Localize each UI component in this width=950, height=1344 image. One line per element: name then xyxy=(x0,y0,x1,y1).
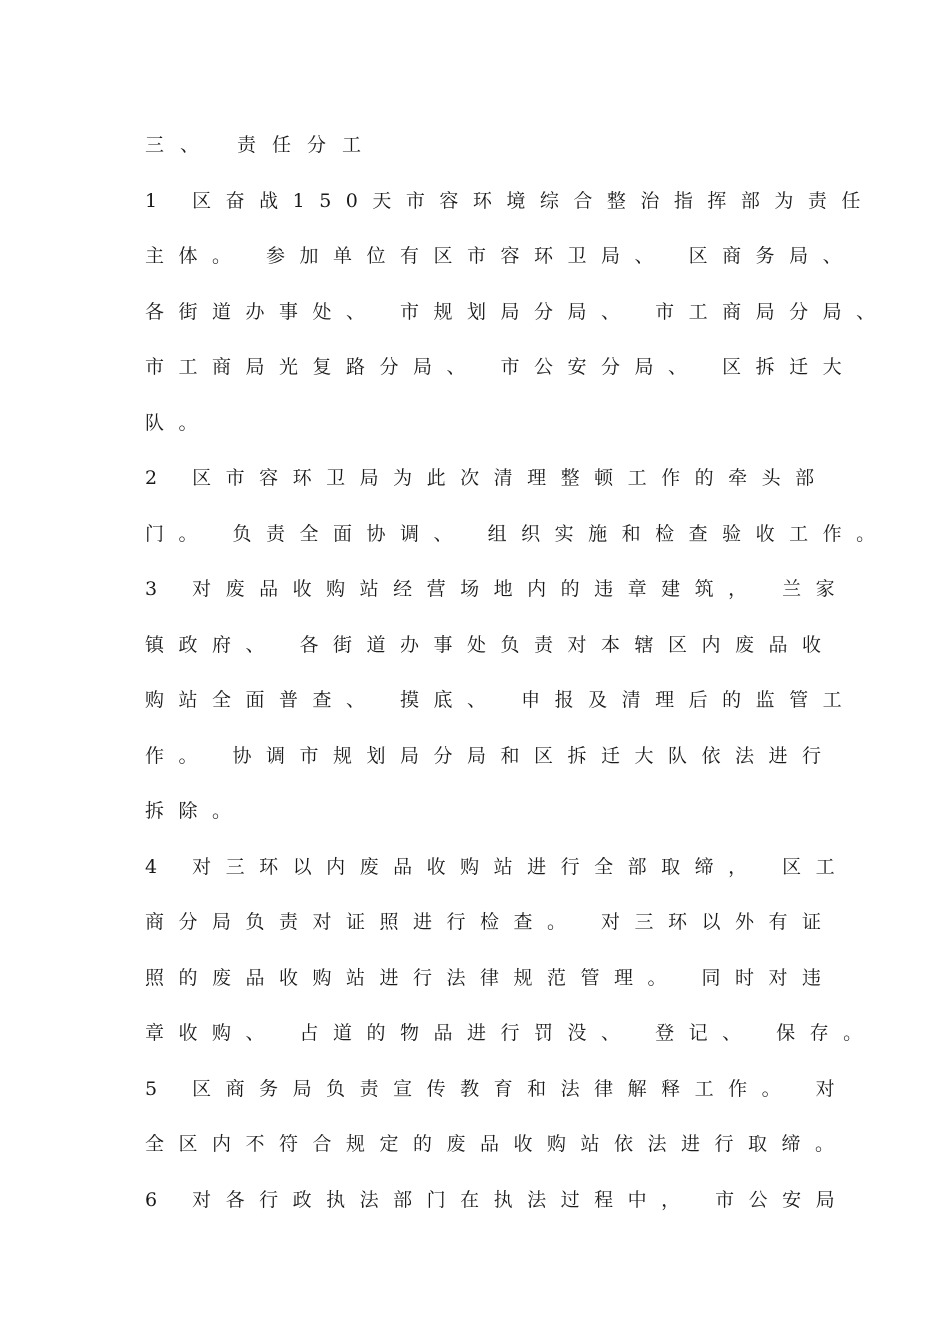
text-line: 2 区市容环卫局为此次清理整顿工作的牵头部 xyxy=(145,467,829,489)
text-line: 门。 负责全面协调、 组织实施和检查验收工作。 xyxy=(145,523,890,545)
text-line: 市工商局光复路分局、 市公安分局、 区拆迁大 xyxy=(145,356,857,378)
text-line: 购站全面普查、 摸底、 申报及清理后的监管工 xyxy=(145,689,857,711)
text-line: 4 对三环以内废品收购站进行全部取缔， 区工 xyxy=(145,856,850,878)
section-heading: 三、 责任分工 xyxy=(145,134,378,156)
text-line: 全区内不符合规定的废品收购站依法进行取缔。 xyxy=(145,1133,849,1155)
text-line: 3 对废品收购站经营场地内的违章建筑， 兰家 xyxy=(145,578,850,600)
text-line: 队。 xyxy=(145,412,213,434)
text-line: 商分局负责对证照进行检查。 对三环以外有证 xyxy=(145,911,836,933)
text-line: 5 区商务局负责宣传教育和法律解释工作。 对 xyxy=(145,1078,850,1100)
text-line: 6 对各行政执法部门在执法过程中， 市公安局 xyxy=(145,1189,850,1211)
text-line: 章收购、 占道的物品进行罚没、 登记、 保存。 xyxy=(145,1022,877,1044)
text-line: 作。 协调市规划局分局和区拆迁大队依法进行 xyxy=(145,745,836,767)
text-line: 照的废品收购站进行法律规范管理。 同时对违 xyxy=(145,967,836,989)
text-line: 1 区奋战150天市容环境综合整治指挥部为责任 xyxy=(145,190,875,212)
text-line: 镇政府、 各街道办事处负责对本辖区内废品收 xyxy=(145,634,836,656)
text-line: 拆除。 xyxy=(145,800,246,822)
text-line: 各街道办事处、 市规划局分局、 市工商局分局、 xyxy=(145,301,890,323)
text-line: 主体。 参加单位有区市容环卫局、 区商务局、 xyxy=(145,245,857,267)
